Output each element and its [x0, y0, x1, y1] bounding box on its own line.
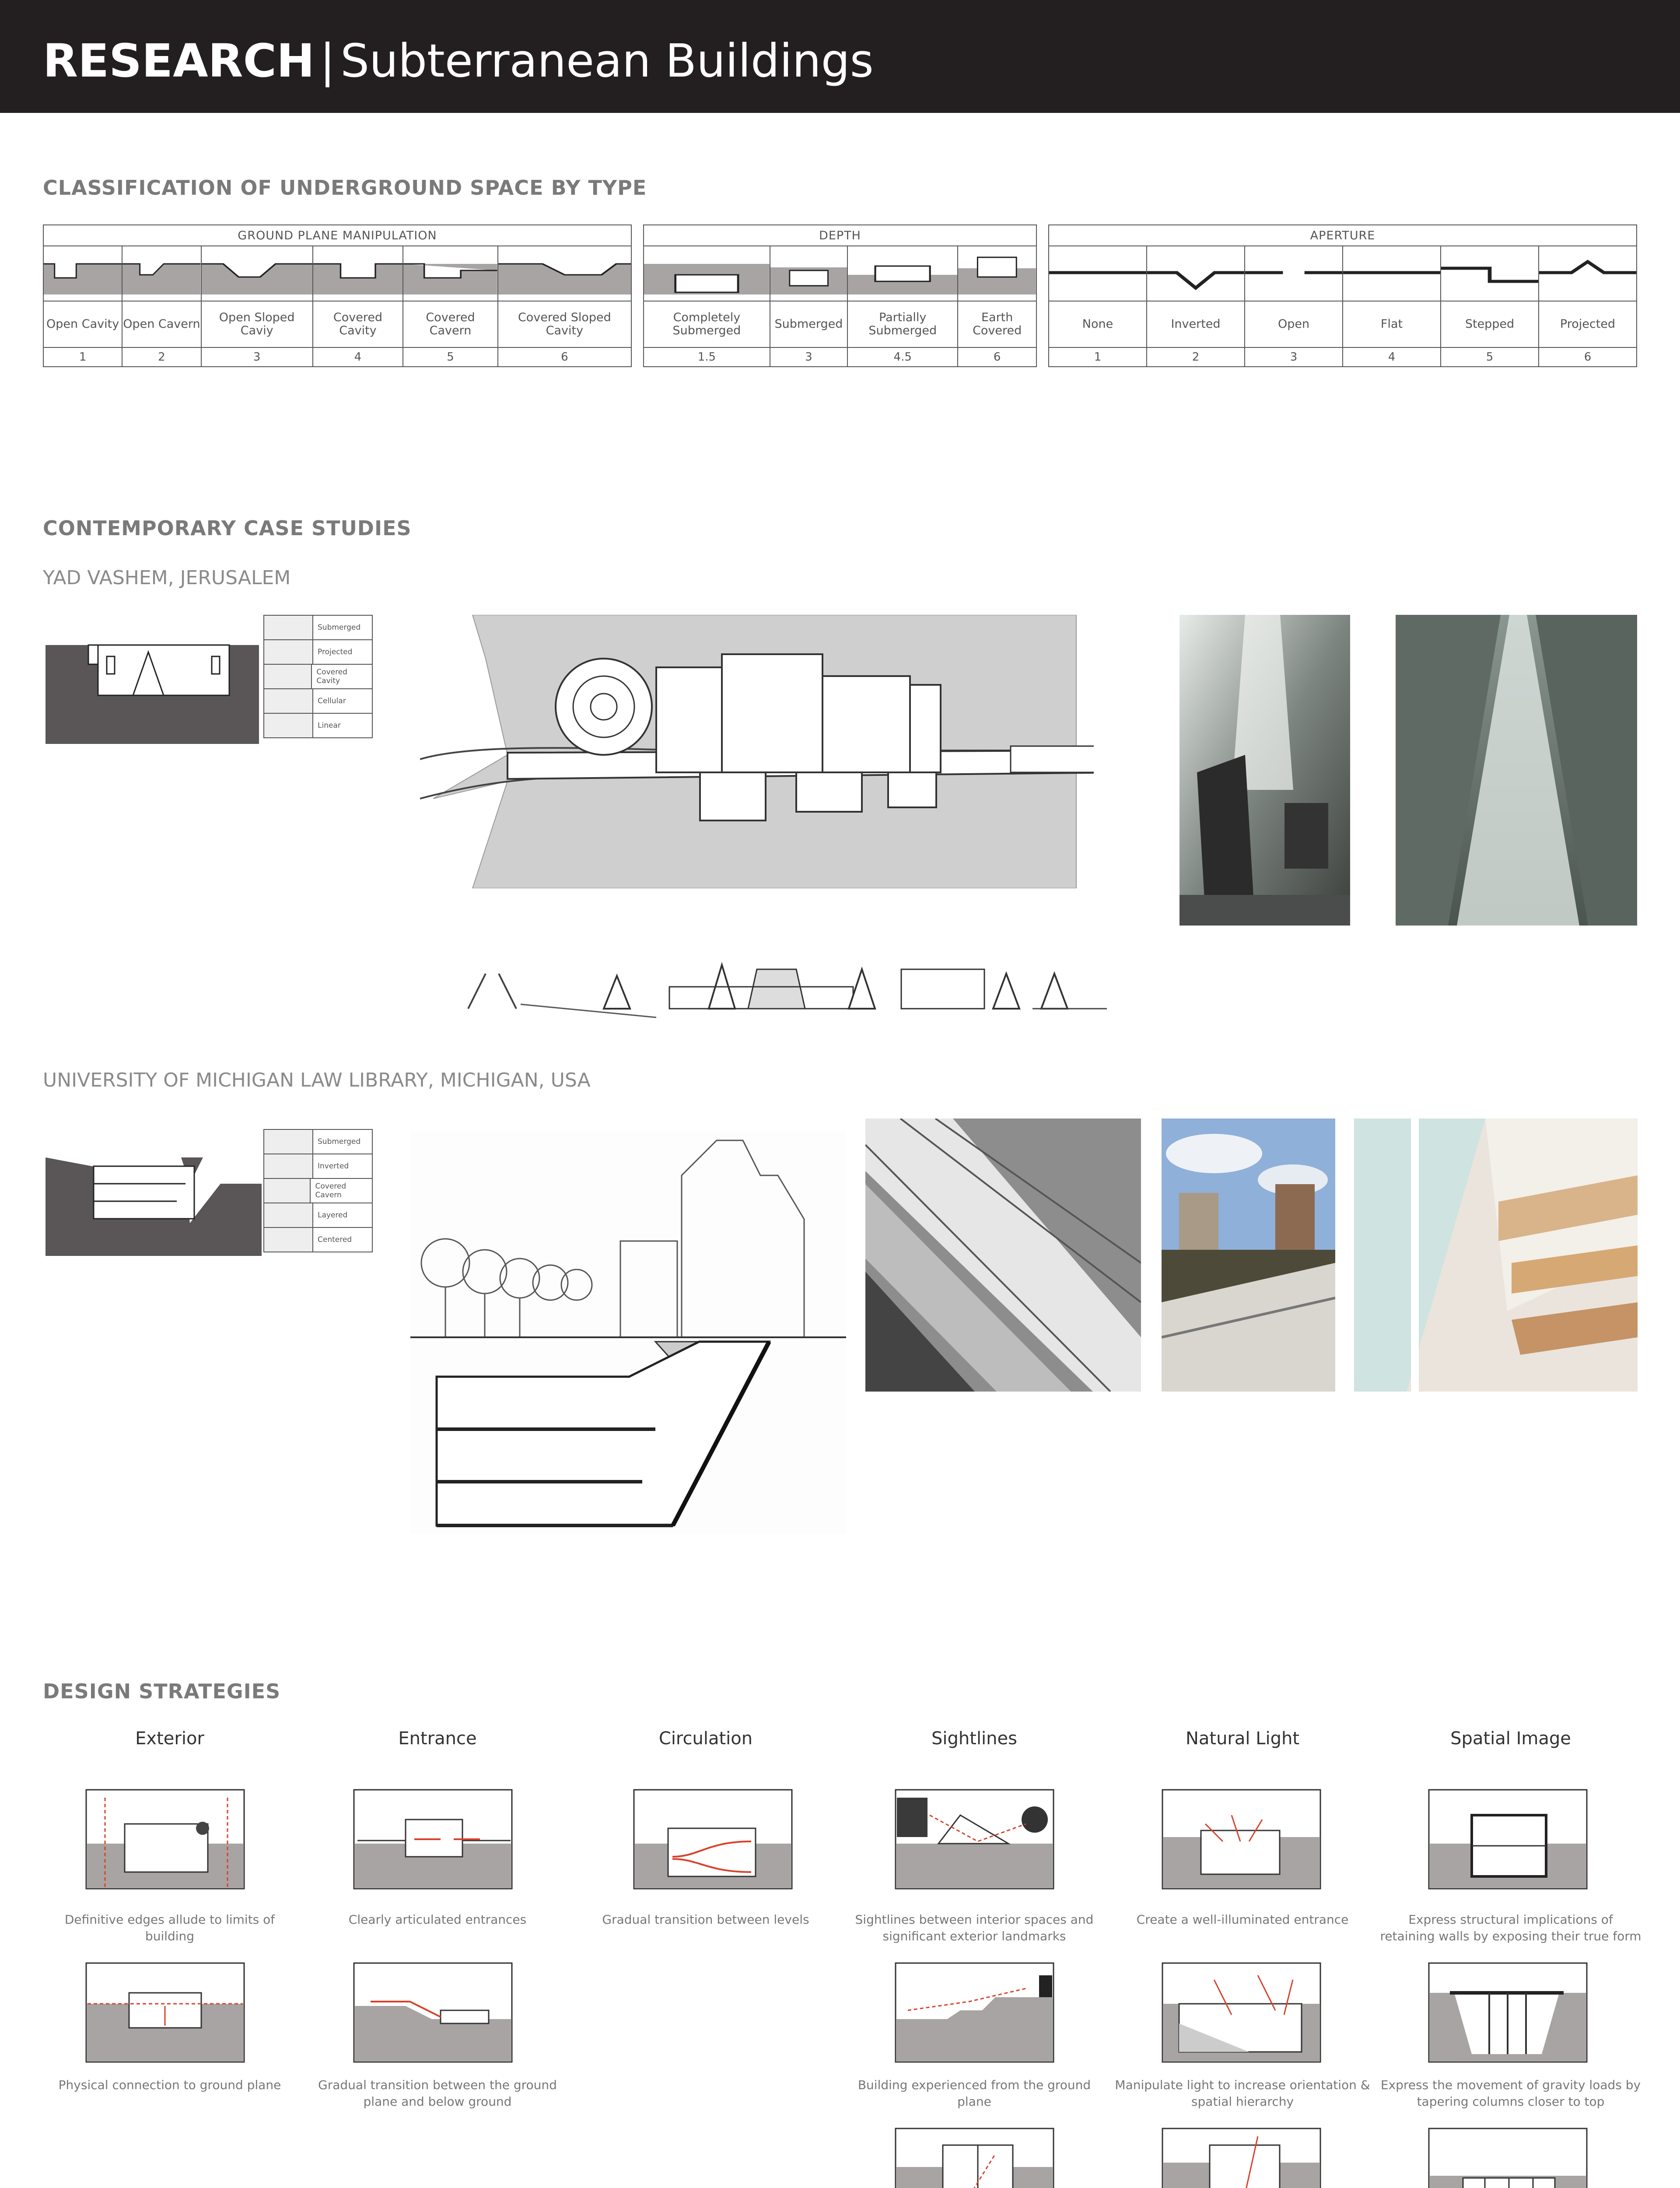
legend-row — [263, 1179, 373, 1203]
legend-row — [263, 714, 373, 738]
depth-label: Submerged — [770, 301, 847, 347]
title-rest: Subterranean Buildings — [340, 34, 874, 88]
header-bar — [0, 0, 1680, 113]
aperture-table — [1048, 224, 1637, 367]
legend-swatch — [264, 1228, 313, 1252]
ground-label: Open Sloped Caviy — [201, 301, 313, 347]
aperture-number: 6 — [1539, 347, 1637, 367]
legend-swatch — [264, 665, 312, 688]
michigan-section-drawing — [410, 1132, 846, 1534]
ground-diagram — [313, 246, 403, 301]
legend-label: Projected — [318, 648, 353, 656]
light-diagram-2 — [1162, 1962, 1321, 2063]
yad-legend — [263, 615, 373, 738]
depth-number: 3 — [770, 347, 847, 367]
caption-light-1: Create a well-illuminated entrance — [1136, 1912, 1349, 1927]
michigan-title: UNIVERSITY OF MICHIGAN LAW LIBRARY, MICHIGAN, USA — [43, 1069, 591, 1091]
legend-swatch — [264, 689, 313, 713]
entrance-diagram-2 — [353, 1962, 513, 2063]
aperture-number: 4 — [1343, 347, 1441, 367]
depth-number: 6 — [958, 347, 1036, 367]
yad-photo-interior — [1180, 615, 1350, 926]
depth-diagram — [644, 246, 770, 301]
aperture-label: None — [1049, 301, 1147, 347]
caption-exterior-1: Definitive edges allude to limits of building — [64, 1912, 275, 1943]
aperture-number: 2 — [1147, 347, 1245, 367]
aperture-diagram — [1539, 246, 1637, 301]
depth-label: Partially Submerged — [847, 301, 958, 347]
aperture-number: 1 — [1049, 347, 1147, 367]
ground-label: Covered Cavern — [403, 301, 498, 347]
michigan-photo-exterior — [1162, 1119, 1335, 1392]
yad-vashem-title: YAD VASHEM, JERUSALEM — [43, 567, 291, 589]
legend-row — [263, 1228, 373, 1252]
yad-elevation-strip — [464, 952, 1111, 1026]
spatial-diagram-2 — [1428, 1962, 1588, 2063]
legend-label: Inverted — [318, 1162, 349, 1171]
ground-number: 1 — [43, 347, 122, 367]
legend-label: Layered — [318, 1211, 348, 1220]
yad-plan-drawing — [420, 615, 1094, 888]
exterior-diagram-2 — [85, 1962, 245, 2063]
legend-label: Linear — [318, 721, 341, 730]
caption-entrance-1: Clearly articulated entrances — [348, 1912, 527, 1927]
legend-label: Cellular — [318, 697, 346, 705]
ground-diagram — [498, 246, 631, 301]
depth-head: DEPTH — [644, 225, 1036, 246]
michigan-photo-atrium — [1354, 1119, 1638, 1392]
light-diagram-1 — [1162, 1789, 1321, 1890]
ground-label: Open Cavern — [122, 301, 201, 347]
ground-number: 5 — [403, 347, 498, 367]
legend-row — [263, 665, 373, 689]
michigan-photo-bw — [865, 1119, 1141, 1392]
legend-label: Covered Cavity — [316, 668, 347, 685]
michigan-section-diagram — [46, 1157, 262, 1256]
strategy-column-heading: Sightlines — [931, 1729, 1017, 1749]
legend-label: Submerged — [318, 1137, 361, 1146]
legend-swatch — [264, 714, 313, 737]
yad-section-diagram — [46, 639, 259, 744]
caption-spatial-2: Express the movement of gravity loads by tapering columns closer to top — [1380, 2078, 1641, 2109]
entrance-diagram-1 — [353, 1789, 513, 1890]
legend-swatch — [264, 1179, 311, 1203]
legend-row — [263, 689, 373, 714]
aperture-label: Flat — [1343, 301, 1441, 347]
spatial-diagram-1 — [1428, 1789, 1588, 1890]
page-title — [43, 34, 874, 88]
aperture-head: APERTURE — [1049, 225, 1637, 246]
ground-diagram — [43, 246, 122, 301]
ground-label: Covered Cavity — [313, 301, 403, 347]
legend-swatch — [264, 616, 313, 639]
legend-swatch — [264, 1154, 313, 1178]
ground-number: 6 — [498, 347, 631, 367]
strategy-column-heading: Exterior — [135, 1729, 204, 1749]
sightlines-diagram-3 — [895, 2128, 1054, 2188]
depth-diagram — [847, 246, 958, 301]
sightlines-diagram-1 — [895, 1789, 1054, 1890]
strategies-title: DESIGN STRATEGIES — [43, 1680, 281, 1703]
aperture-label: Inverted — [1147, 301, 1245, 347]
legend-row — [263, 640, 373, 665]
classification-title: CLASSIFICATION OF UNDERGROUND SPACE BY TYPE — [43, 176, 647, 200]
legend-row — [263, 1129, 373, 1154]
ground-diagram — [122, 246, 201, 301]
caption-circulation-1: Gradual transition between levels — [602, 1912, 809, 1927]
ground-number: 4 — [313, 347, 403, 367]
depth-number: 4.5 — [847, 347, 958, 367]
legend-row — [263, 1154, 373, 1179]
ground-number: 3 — [201, 347, 313, 367]
aperture-number: 5 — [1441, 347, 1539, 367]
depth-label: Completely Submerged — [644, 301, 770, 347]
title-bold: RESEARCH — [43, 34, 315, 88]
legend-swatch — [264, 1130, 313, 1154]
legend-label: Covered Cavern — [315, 1182, 346, 1199]
aperture-label: Stepped — [1441, 301, 1539, 347]
strategy-column-heading: Spatial Image — [1450, 1729, 1571, 1749]
aperture-label: Open — [1245, 301, 1343, 347]
aperture-diagram — [1245, 246, 1343, 301]
ground-number: 2 — [122, 347, 201, 367]
depth-number: 1.5 — [644, 347, 770, 367]
yad-photo-corridor — [1396, 615, 1637, 926]
circulation-diagram-1 — [633, 1789, 793, 1890]
legend-swatch — [264, 1203, 313, 1227]
depth-label: Earth Covered — [958, 301, 1036, 347]
ground-diagram — [403, 246, 498, 301]
depth-diagram — [958, 246, 1036, 301]
michigan-legend — [263, 1129, 373, 1252]
ground-head: GROUND PLANE MANIPULATION — [43, 225, 631, 246]
strategy-column-heading: Entrance — [398, 1729, 477, 1749]
caption-spatial-1: Express structural implications of retaining walls by exposing their true form — [1380, 1912, 1642, 1943]
strategy-column-heading: Circulation — [658, 1729, 753, 1749]
ground-plane-table — [43, 224, 632, 367]
legend-swatch — [264, 640, 313, 664]
aperture-number: 3 — [1245, 347, 1343, 367]
legend-label: Centered — [318, 1235, 352, 1244]
legend-label: Submerged — [318, 623, 361, 632]
spatial-diagram-3 — [1428, 2128, 1588, 2188]
ground-label: Covered Sloped Cavity — [498, 301, 631, 347]
depth-diagram — [770, 246, 847, 301]
light-diagram-3 — [1162, 2128, 1321, 2188]
aperture-diagram — [1343, 246, 1441, 301]
depth-table — [643, 224, 1037, 367]
caption-sightlines-1: Sightlines between interior spaces and significant exterior landmarks — [855, 1912, 1094, 1943]
caption-light-2: Manipulate light to increase orientation & spatial hierarchy — [1115, 2078, 1370, 2109]
caption-entrance-2: Gradual transition between the ground plane and below ground — [318, 2078, 557, 2109]
legend-row — [263, 1203, 373, 1228]
ground-label: Open Cavity — [43, 301, 122, 347]
case-studies-title: CONTEMPORARY CASE STUDIES — [43, 516, 412, 540]
aperture-label: Projected — [1539, 301, 1637, 347]
sightlines-diagram-2 — [895, 1962, 1054, 2063]
title-separator: | — [320, 34, 336, 88]
caption-exterior-2: Physical connection to ground plane — [58, 2078, 281, 2092]
exterior-diagram-1 — [85, 1789, 245, 1890]
legend-row — [263, 615, 373, 640]
aperture-diagram — [1147, 246, 1245, 301]
aperture-diagram — [1441, 246, 1539, 301]
ground-diagram — [201, 246, 313, 301]
strategy-column-heading: Natural Light — [1185, 1729, 1300, 1749]
aperture-diagram — [1049, 246, 1147, 301]
caption-sightlines-2: Building experienced from the ground plane — [858, 2078, 1091, 2109]
